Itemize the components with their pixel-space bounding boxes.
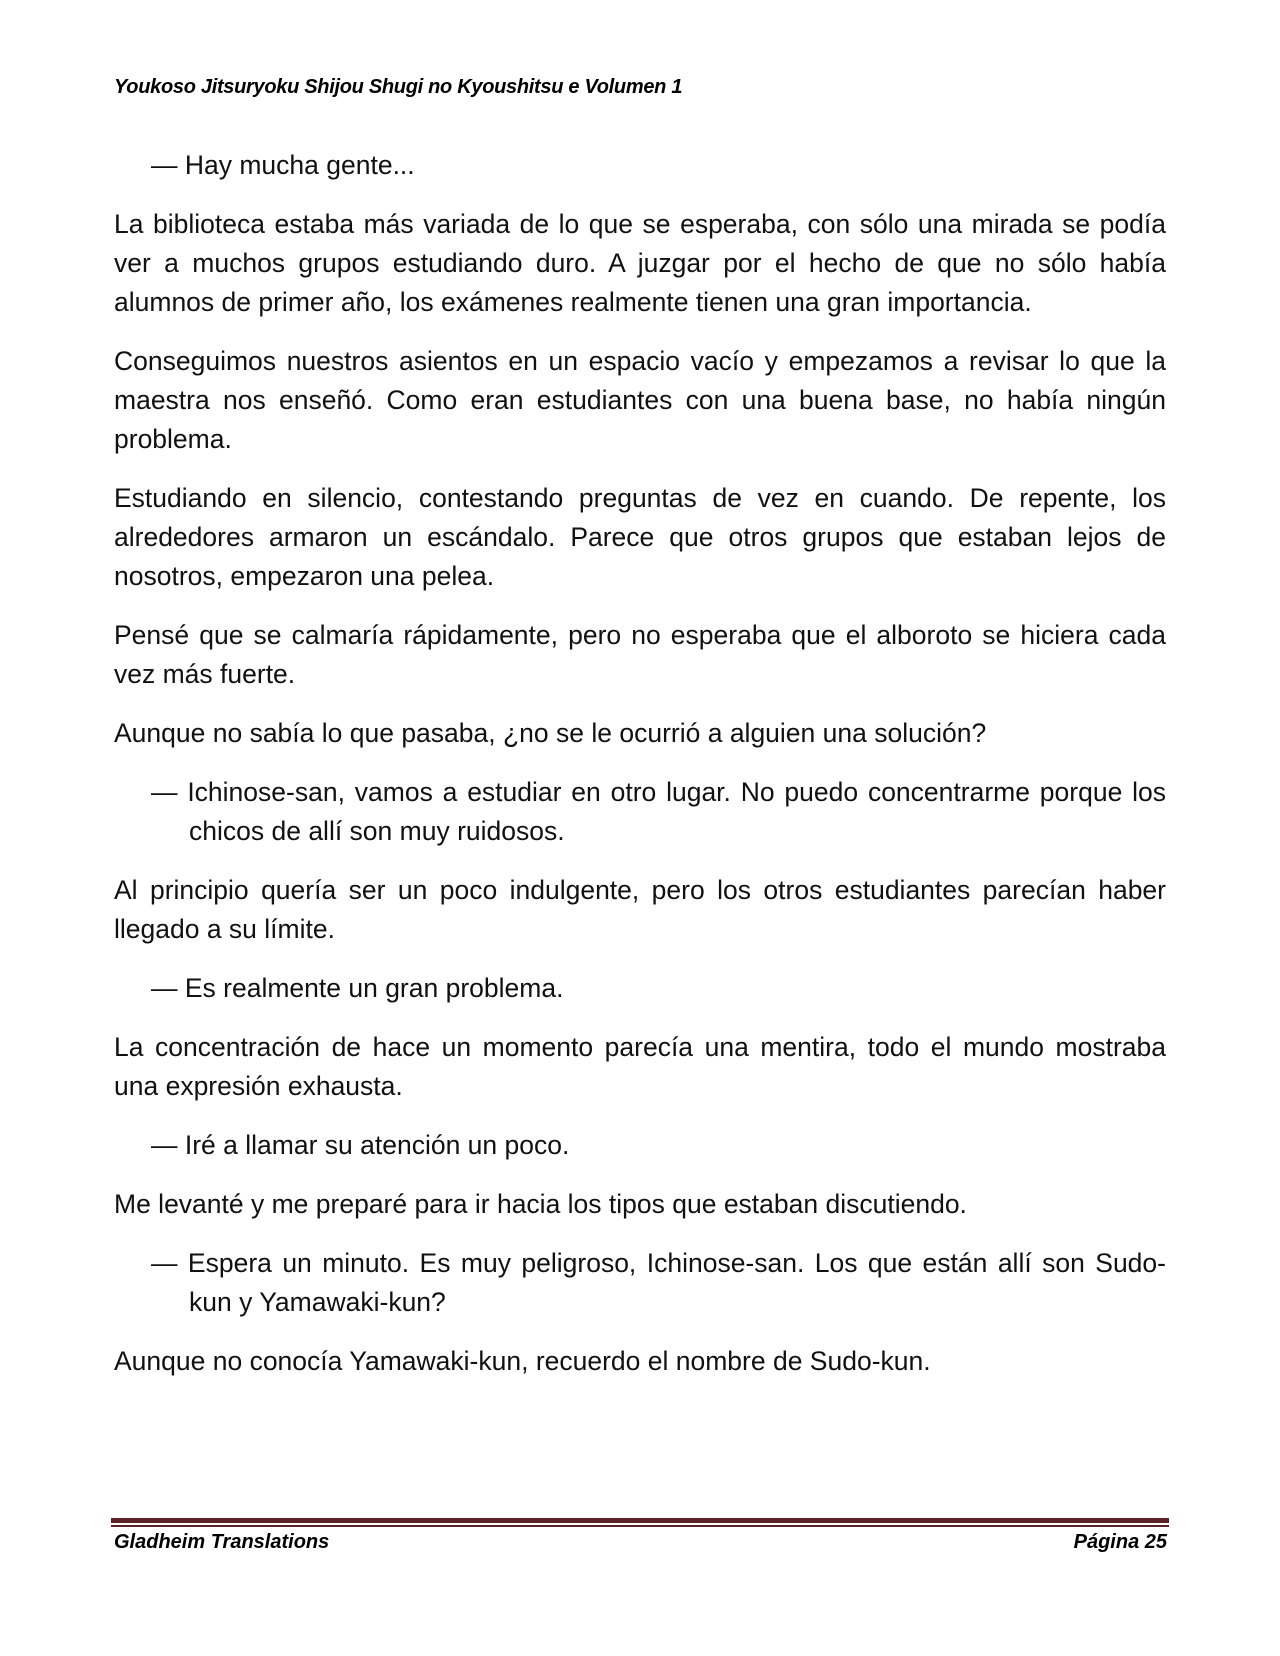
paragraph: Conseguimos nuestros asientos en un espacio vacío y empezamos a revisar lo que la maestra nos enseñó. Como eran estudiantes con una buena base, no había ningún problema. [114,346,1166,454]
dialogue-line: — Ichinose-san, vamos a estudiar en otro lugar. No puedo concentrarme porque los chicos de allí son muy ruidosos. [151,777,1166,846]
dialogue-line: — Iré a llamar su atención un poco. [151,1130,570,1160]
paragraph: Estudiando en silencio, contestando preguntas de vez en cuando. De repente, los alrededores armaron un escándalo. Parece que otros grupos que estaban lejos de nosotros, empezaron una pelea. [114,483,1166,591]
dialogue-line: — Espera un minuto. Es muy peligroso, Ichinose-san. Los que están allí son Sudo-kun y Yamawaki-kun? [151,1248,1166,1317]
footer-page-number: Página 25 [1073,1531,1167,1553]
dialogue-line: — Hay mucha gente... [151,150,415,180]
paragraph: Aunque no conocía Yamawaki-kun, recuerdo el nombre de Sudo-kun. [114,1346,931,1376]
paragraph: La biblioteca estaba más variada de lo que se esperaba, con sólo una mirada se podía ver a muchos grupos estudiando duro. A juzgar por el hecho de que no sólo había alumnos de primer año, los exámenes realmente tienen una gran importancia. [114,209,1166,317]
page-body [114,146,1166,1401]
paragraph: Me levanté y me preparé para ir hacia los tipos que estaban discutiendo. [114,1189,967,1219]
paragraph: Al principio quería ser un poco indulgente, pero los otros estudiantes parecían haber llegado a su límite. [114,875,1166,944]
page-header-title: Youkoso Jitsuryoku Shijou Shugi no Kyoushitsu e Volumen 1 [114,76,683,98]
paragraph: La concentración de hace un momento parecía una mentira, todo el mundo mostraba una expresión exhausta. [114,1032,1166,1101]
footer-rule-thin [111,1525,1169,1527]
paragraph: Pensé que se calmaría rápidamente, pero no esperaba que el alboroto se hiciera cada vez más fuerte. [114,620,1166,689]
dialogue-line: — Es realmente un gran problema. [151,973,564,1003]
footer-publisher: Gladheim Translations [114,1531,330,1553]
footer-rule-thick [111,1518,1169,1523]
paragraph: Aunque no sabía lo que pasaba, ¿no se le ocurrió a alguien una solución? [114,718,987,748]
